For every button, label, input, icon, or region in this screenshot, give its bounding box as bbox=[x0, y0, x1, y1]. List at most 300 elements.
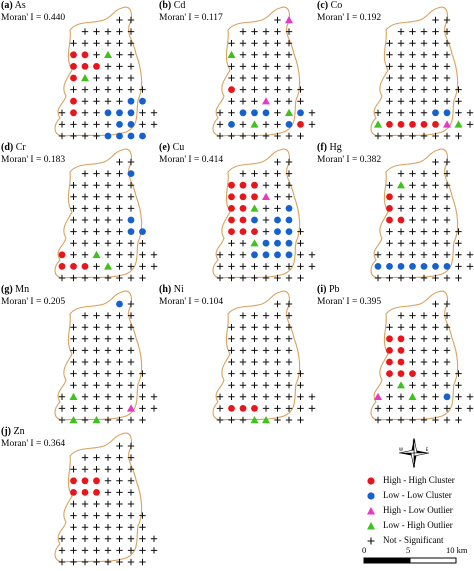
not-significant-point bbox=[240, 417, 246, 423]
not-significant-point bbox=[82, 382, 88, 388]
not-significant-point bbox=[421, 312, 427, 318]
not-significant-point bbox=[263, 121, 269, 127]
not-significant-point bbox=[455, 133, 461, 139]
not-significant-point bbox=[240, 336, 246, 342]
not-significant-point bbox=[93, 133, 99, 139]
not-significant-point bbox=[128, 240, 134, 246]
not-significant-point bbox=[93, 263, 99, 269]
not-significant-point bbox=[386, 417, 392, 423]
not-significant-point bbox=[432, 86, 438, 92]
not-significant-point bbox=[82, 217, 88, 223]
panel-hg: (f) Hg Moran' I = 0.382 bbox=[316, 142, 474, 284]
not-significant-point bbox=[421, 217, 427, 223]
not-significant-point bbox=[240, 263, 246, 269]
not-significant-point bbox=[398, 170, 404, 176]
panel-cr: (d) Cr Moran' I = 0.183 bbox=[0, 142, 158, 284]
not-significant-point bbox=[128, 559, 134, 565]
lisa-map-cu bbox=[158, 142, 316, 284]
not-significant-point bbox=[432, 405, 438, 411]
not-significant-point bbox=[263, 182, 269, 188]
not-significant-point bbox=[93, 454, 99, 460]
element-name: Co bbox=[330, 0, 343, 11]
high-low-point bbox=[262, 97, 270, 104]
not-significant-point bbox=[467, 263, 473, 269]
not-significant-point bbox=[93, 275, 99, 281]
not-significant-point bbox=[70, 501, 76, 507]
not-significant-point bbox=[309, 110, 315, 116]
not-significant-point bbox=[105, 466, 111, 472]
not-significant-point bbox=[251, 28, 257, 34]
not-significant-point bbox=[432, 40, 438, 46]
not-significant-point bbox=[93, 205, 99, 211]
not-significant-point bbox=[128, 86, 134, 92]
low-low-point bbox=[116, 121, 123, 128]
not-significant-point bbox=[116, 512, 122, 518]
high-low-point bbox=[262, 193, 270, 200]
not-significant-point bbox=[105, 524, 111, 530]
moran-value: 0.364 bbox=[43, 439, 66, 449]
legend-item-high-high bbox=[365, 474, 473, 489]
blue-circle-icon bbox=[365, 490, 377, 502]
not-significant-point bbox=[274, 382, 280, 388]
not-significant-point bbox=[444, 382, 450, 388]
not-significant-point bbox=[217, 263, 223, 269]
low-high-point bbox=[251, 120, 259, 127]
not-significant-point bbox=[228, 382, 234, 388]
not-significant-point bbox=[409, 182, 415, 188]
not-significant-point bbox=[455, 275, 461, 281]
not-significant-point bbox=[240, 240, 246, 246]
low-high-point bbox=[104, 262, 112, 269]
high-high-point bbox=[228, 86, 235, 93]
not-significant-point bbox=[116, 75, 122, 81]
not-significant-point bbox=[274, 347, 280, 353]
not-significant-point bbox=[82, 312, 88, 318]
high-high-point bbox=[93, 489, 100, 496]
high-high-point bbox=[240, 193, 247, 200]
low-high-point bbox=[251, 239, 259, 246]
not-significant-point bbox=[297, 98, 303, 104]
high-high-point bbox=[398, 335, 405, 342]
low-high-point bbox=[251, 204, 259, 211]
high-high-point bbox=[93, 477, 100, 484]
low-high-point bbox=[81, 74, 89, 81]
not-significant-point bbox=[139, 405, 145, 411]
not-significant-point bbox=[228, 133, 234, 139]
green-triangle-icon bbox=[365, 520, 377, 532]
magenta-triangle-icon bbox=[365, 505, 377, 517]
high-low-point bbox=[285, 16, 293, 23]
not-significant-point bbox=[409, 405, 415, 411]
not-significant-point bbox=[116, 98, 122, 104]
legend-label: High - Low Outlier bbox=[383, 505, 453, 515]
panel-label: (e) bbox=[159, 142, 171, 153]
not-significant-point bbox=[444, 75, 450, 81]
high-high-point bbox=[70, 51, 77, 58]
not-significant-point bbox=[82, 359, 88, 365]
not-significant-point bbox=[386, 75, 392, 81]
not-significant-point bbox=[82, 98, 88, 104]
not-significant-point bbox=[82, 275, 88, 281]
not-significant-point bbox=[409, 324, 415, 330]
high-high-point bbox=[251, 228, 258, 235]
not-significant-point bbox=[228, 98, 234, 104]
not-significant-point bbox=[228, 359, 234, 365]
not-significant-point bbox=[251, 359, 257, 365]
not-significant-point bbox=[93, 347, 99, 353]
not-significant-point bbox=[105, 205, 111, 211]
not-significant-point bbox=[263, 28, 269, 34]
not-significant-point bbox=[251, 40, 257, 46]
not-significant-point bbox=[444, 359, 450, 365]
not-significant-point bbox=[444, 194, 450, 200]
not-significant-point bbox=[274, 17, 280, 23]
not-significant-point bbox=[93, 370, 99, 376]
not-significant-point bbox=[467, 394, 473, 400]
low-low-point bbox=[139, 98, 146, 105]
not-significant-point bbox=[70, 512, 76, 518]
not-significant-point bbox=[93, 394, 99, 400]
lisa-map-pb bbox=[316, 284, 474, 426]
low-low-point bbox=[128, 170, 135, 177]
legend-label: Low - High Outlier bbox=[383, 520, 453, 530]
not-significant-point bbox=[93, 547, 99, 553]
not-significant-point bbox=[228, 370, 234, 376]
element-name: Hg bbox=[329, 142, 342, 153]
element-name: Cd bbox=[173, 0, 186, 11]
not-significant-point bbox=[59, 110, 65, 116]
moran-value: 0.395 bbox=[359, 297, 382, 307]
not-significant-point bbox=[93, 536, 99, 542]
low-low-point bbox=[444, 109, 451, 116]
not-significant-point bbox=[116, 170, 122, 176]
not-significant-point bbox=[128, 394, 134, 400]
not-significant-point bbox=[263, 63, 269, 69]
not-significant-point bbox=[398, 133, 404, 139]
high-high-point bbox=[70, 63, 77, 70]
not-significant-point bbox=[128, 417, 134, 423]
not-significant-point bbox=[467, 405, 473, 411]
high-high-point bbox=[59, 251, 66, 258]
element-name: Zn bbox=[13, 426, 25, 437]
not-significant-point bbox=[70, 275, 76, 281]
not-significant-point bbox=[105, 252, 111, 258]
not-significant-point bbox=[421, 63, 427, 69]
low-high-point bbox=[374, 120, 382, 127]
low-low-point bbox=[116, 133, 123, 140]
not-significant-point bbox=[128, 275, 134, 281]
not-significant-point bbox=[59, 417, 65, 423]
not-significant-point bbox=[444, 205, 450, 211]
not-significant-point bbox=[386, 40, 392, 46]
not-significant-point bbox=[286, 75, 292, 81]
not-significant-point bbox=[128, 17, 134, 23]
not-significant-point bbox=[421, 52, 427, 58]
not-significant-point bbox=[116, 443, 122, 449]
not-significant-point bbox=[217, 405, 223, 411]
not-significant-point bbox=[116, 536, 122, 542]
panel-mn: (g) Mn Moran' I = 0.205 bbox=[0, 284, 158, 426]
low-low-point bbox=[105, 109, 112, 116]
lisa-map-hg bbox=[316, 142, 474, 284]
not-significant-point bbox=[251, 324, 257, 330]
not-significant-point bbox=[386, 275, 392, 281]
not-significant-point bbox=[421, 382, 427, 388]
not-significant-point bbox=[217, 110, 223, 116]
not-significant-point bbox=[398, 405, 404, 411]
not-significant-point bbox=[398, 110, 404, 116]
not-significant-point bbox=[386, 382, 392, 388]
not-significant-point bbox=[93, 382, 99, 388]
not-significant-point bbox=[432, 301, 438, 307]
not-significant-point bbox=[297, 263, 303, 269]
not-significant-point bbox=[93, 52, 99, 58]
not-significant-point bbox=[432, 182, 438, 188]
not-significant-point bbox=[398, 312, 404, 318]
not-significant-point bbox=[70, 194, 76, 200]
not-significant-point bbox=[251, 98, 257, 104]
not-significant-point bbox=[386, 228, 392, 234]
not-significant-point bbox=[432, 205, 438, 211]
not-significant-point bbox=[59, 121, 65, 127]
moran-label: Moran' I bbox=[317, 297, 350, 307]
moran-value: 0.440 bbox=[43, 13, 66, 23]
not-significant-point bbox=[409, 228, 415, 234]
not-significant-point bbox=[398, 28, 404, 34]
low-low-point bbox=[286, 121, 293, 128]
not-significant-point bbox=[128, 501, 134, 507]
not-significant-point bbox=[93, 359, 99, 365]
not-significant-point bbox=[274, 394, 280, 400]
moran-value: 0.192 bbox=[359, 13, 382, 23]
not-significant-point bbox=[421, 170, 427, 176]
not-significant-point bbox=[139, 547, 145, 553]
not-significant-point bbox=[240, 252, 246, 258]
low-low-point bbox=[274, 251, 281, 258]
not-significant-point bbox=[251, 133, 257, 139]
not-significant-point bbox=[274, 110, 280, 116]
not-significant-point bbox=[116, 405, 122, 411]
not-significant-point bbox=[421, 252, 427, 258]
not-significant-point bbox=[409, 312, 415, 318]
not-significant-point bbox=[432, 324, 438, 330]
low-low-point bbox=[139, 228, 146, 235]
not-significant-point bbox=[105, 417, 111, 423]
not-significant-point bbox=[432, 336, 438, 342]
lisa-map-ni bbox=[158, 284, 316, 426]
not-significant-point bbox=[128, 536, 134, 542]
moran-label: Moran' I bbox=[1, 13, 34, 23]
study-area-boundary bbox=[55, 7, 142, 136]
legend bbox=[365, 474, 473, 549]
high-high-point bbox=[70, 75, 77, 82]
not-significant-point bbox=[93, 512, 99, 518]
not-significant-point bbox=[297, 394, 303, 400]
high-high-point bbox=[93, 63, 100, 70]
not-significant-point bbox=[409, 98, 415, 104]
not-significant-point bbox=[263, 228, 269, 234]
not-significant-point bbox=[82, 347, 88, 353]
not-significant-point bbox=[59, 275, 65, 281]
not-significant-point bbox=[444, 275, 450, 281]
legend-label: Low - Low Cluster bbox=[383, 490, 452, 500]
high-high-point bbox=[240, 217, 247, 224]
low-low-point bbox=[286, 228, 293, 235]
not-significant-point bbox=[386, 52, 392, 58]
not-significant-point bbox=[59, 547, 65, 553]
low-low-point bbox=[116, 109, 123, 116]
low-high-point bbox=[104, 51, 112, 58]
high-high-point bbox=[240, 205, 247, 212]
low-low-point bbox=[432, 263, 439, 270]
not-significant-point bbox=[421, 133, 427, 139]
not-significant-point bbox=[251, 394, 257, 400]
lisa-map-mn bbox=[0, 284, 158, 426]
not-significant-point bbox=[105, 547, 111, 553]
not-significant-point bbox=[409, 86, 415, 92]
not-significant-point bbox=[421, 275, 427, 281]
study-area-boundary bbox=[55, 433, 142, 562]
panel-label: (j) bbox=[1, 426, 11, 437]
not-significant-point bbox=[116, 28, 122, 34]
not-significant-point bbox=[432, 359, 438, 365]
not-significant-point bbox=[105, 454, 111, 460]
high-high-point bbox=[228, 228, 235, 235]
scale-tick-10: 10 km bbox=[446, 545, 468, 555]
not-significant-point bbox=[455, 110, 461, 116]
not-significant-point bbox=[240, 170, 246, 176]
not-significant-point bbox=[217, 252, 223, 258]
lisa-map-zn bbox=[0, 426, 158, 568]
high-high-point bbox=[70, 109, 77, 116]
moran-value: 0.205 bbox=[43, 297, 66, 307]
not-significant-point bbox=[297, 382, 303, 388]
not-significant-point bbox=[105, 121, 111, 127]
not-significant-point bbox=[432, 194, 438, 200]
moran-value: 0.382 bbox=[359, 155, 382, 165]
low-low-point bbox=[274, 240, 281, 247]
not-significant-point bbox=[82, 121, 88, 127]
low-low-point bbox=[263, 109, 270, 116]
not-significant-point bbox=[82, 547, 88, 553]
high-high-point bbox=[409, 370, 416, 377]
not-significant-point bbox=[116, 17, 122, 23]
not-significant-point bbox=[70, 370, 76, 376]
not-significant-point bbox=[105, 405, 111, 411]
moran-value: 0.183 bbox=[43, 155, 66, 165]
not-significant-point bbox=[409, 347, 415, 353]
not-significant-point bbox=[251, 86, 257, 92]
not-significant-point bbox=[240, 347, 246, 353]
not-significant-point bbox=[274, 194, 280, 200]
low-low-point bbox=[444, 263, 451, 270]
element-name: Cr bbox=[15, 142, 26, 153]
not-significant-point bbox=[82, 170, 88, 176]
not-significant-point bbox=[409, 52, 415, 58]
not-significant-point bbox=[251, 347, 257, 353]
high-high-point bbox=[398, 217, 405, 224]
not-significant-point bbox=[297, 252, 303, 258]
not-significant-point bbox=[240, 98, 246, 104]
lisa-map-co bbox=[316, 0, 474, 142]
not-significant-point bbox=[228, 40, 234, 46]
low-low-point bbox=[432, 109, 439, 116]
not-significant-point bbox=[432, 159, 438, 165]
not-significant-point bbox=[375, 417, 381, 423]
not-significant-point bbox=[116, 347, 122, 353]
moran-label: Moran' I bbox=[159, 13, 192, 23]
high-low-point bbox=[443, 120, 451, 127]
low-low-point bbox=[286, 205, 293, 212]
not-significant-point bbox=[240, 121, 246, 127]
low-low-point bbox=[251, 109, 258, 116]
not-significant-point bbox=[398, 63, 404, 69]
not-significant-point bbox=[82, 194, 88, 200]
not-significant-point bbox=[240, 40, 246, 46]
not-significant-point bbox=[432, 228, 438, 234]
study-area-boundary bbox=[371, 291, 458, 420]
high-high-point bbox=[70, 263, 77, 270]
not-significant-point bbox=[263, 405, 269, 411]
not-significant-point bbox=[128, 159, 134, 165]
not-significant-point bbox=[116, 263, 122, 269]
not-significant-point bbox=[398, 228, 404, 234]
not-significant-point bbox=[444, 217, 450, 223]
not-significant-point bbox=[274, 336, 280, 342]
not-significant-point bbox=[240, 275, 246, 281]
not-significant-point bbox=[432, 17, 438, 23]
low-low-point bbox=[105, 133, 112, 140]
not-significant-point bbox=[93, 217, 99, 223]
not-significant-point bbox=[297, 417, 303, 423]
panel-label: (c) bbox=[317, 0, 329, 11]
not-significant-point bbox=[228, 263, 234, 269]
not-significant-point bbox=[128, 336, 134, 342]
not-significant-point bbox=[297, 240, 303, 246]
not-significant-point bbox=[151, 121, 157, 127]
high-high-point bbox=[297, 121, 304, 128]
not-significant-point bbox=[116, 63, 122, 69]
low-low-point bbox=[116, 301, 123, 308]
not-significant-point bbox=[240, 312, 246, 318]
not-significant-point bbox=[263, 312, 269, 318]
not-significant-point bbox=[116, 52, 122, 58]
not-significant-point bbox=[375, 110, 381, 116]
not-significant-point bbox=[398, 394, 404, 400]
not-significant-point bbox=[421, 228, 427, 234]
not-significant-point bbox=[274, 75, 280, 81]
not-significant-point bbox=[432, 28, 438, 34]
not-significant-point bbox=[421, 394, 427, 400]
not-significant-point bbox=[82, 240, 88, 246]
not-significant-point bbox=[421, 205, 427, 211]
not-significant-point bbox=[70, 536, 76, 542]
high-high-point bbox=[386, 370, 393, 377]
not-significant-point bbox=[375, 275, 381, 281]
element-name: Pb bbox=[328, 284, 340, 295]
not-significant-point bbox=[128, 524, 134, 530]
not-significant-point bbox=[82, 182, 88, 188]
low-low-point bbox=[128, 98, 135, 105]
lisa-map-cd bbox=[158, 0, 316, 142]
not-significant-point bbox=[398, 240, 404, 246]
not-significant-point bbox=[93, 28, 99, 34]
not-significant-point bbox=[82, 417, 88, 423]
not-significant-point bbox=[70, 228, 76, 234]
not-significant-point bbox=[217, 394, 223, 400]
low-low-point bbox=[286, 251, 293, 258]
compass-s: S bbox=[412, 463, 416, 468]
